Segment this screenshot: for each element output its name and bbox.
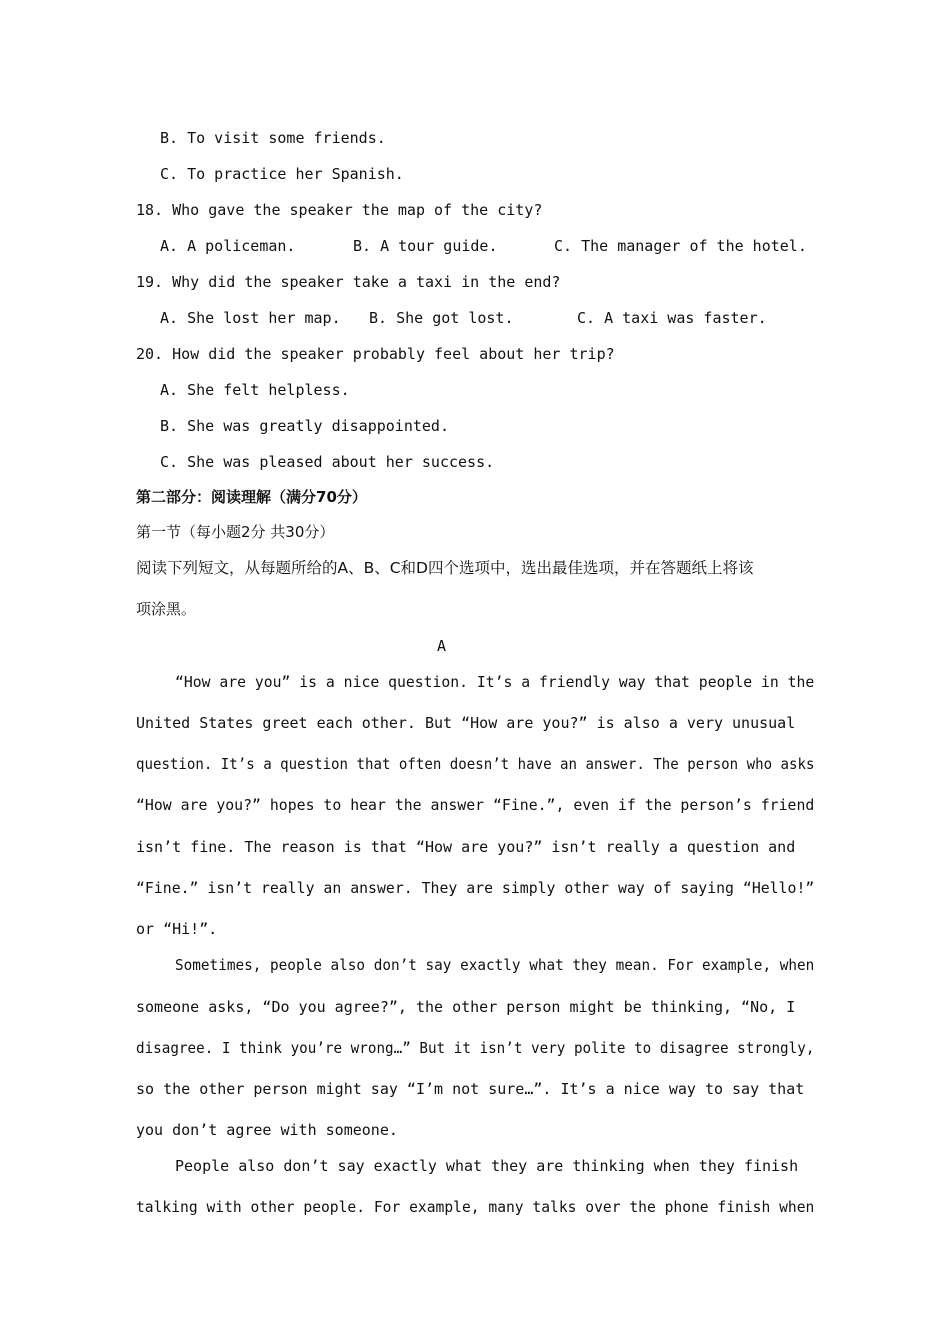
q18-option-b: B. A tour guide. — [353, 237, 498, 255]
q18-option-c: C. The manager of the hotel. — [554, 237, 807, 255]
p1-line-6: “Fine.” isn’t really an answer. They are simply other way of saying “Hello!” — [136, 879, 815, 897]
q20-option-b: B. She was greatly disappointed. — [160, 417, 449, 435]
question-18: 18. Who gave the speaker the map of the city? — [136, 201, 543, 219]
passage-label: A — [437, 637, 447, 655]
q20-option-c: C. She was pleased about her success. — [160, 453, 495, 471]
p2-line-5: you don’t agree with someone. — [136, 1121, 398, 1139]
question-19: 19. Why did the speaker take a taxi in the end? — [136, 273, 561, 291]
q19-option-b: B. She got lost. — [369, 309, 514, 327]
q18-option-a: A. A policeman. — [160, 237, 296, 255]
option-c-prev: C. To practice her Spanish. — [160, 165, 404, 183]
question-20: 20. How did the speaker probably feel about her trip? — [136, 345, 615, 363]
instruction-line-2: 项涂黑。 — [136, 600, 197, 618]
p2-line-2: someone asks, “Do you agree?”, the other person might be thinking, “No, I — [136, 998, 796, 1016]
q20-option-a: A. She felt helpless. — [160, 381, 350, 399]
p1-line-3: question. It’s a question that often doesn’t have an answer. The person who asks — [136, 755, 815, 773]
part-title: 第二部分：阅读理解（满分70分） — [136, 488, 367, 506]
p1-line-4: “How are you?” hopes to hear the answer “Fine.”, even if the person’s friend — [136, 796, 815, 814]
p3-line-1: People also don’t say exactly what they are thinking when they finish — [175, 1157, 799, 1175]
p3-line-2: talking with other people. For example, many talks over the phone finish when — [136, 1198, 815, 1216]
instruction-line-1: 阅读下列短文，从每题所给的A、B、C和D四个选项中，选出最佳选项，并在答题纸上将该 — [136, 559, 754, 577]
q19-option-c: C. A taxi was faster. — [577, 309, 767, 327]
p2-line-4: so the other person might say “I’m not sure…”. It’s a nice way to say that — [136, 1080, 805, 1098]
p1-line-5: isn’t fine. The reason is that “How are you?” isn’t really a question and — [136, 838, 796, 856]
p1-line-2: United States greet each other. But “How are you?” is also a very unusual — [136, 714, 796, 732]
subsection-title: 第一节（每小题2分 共30分） — [136, 523, 335, 541]
p1-line-1: “How are you” is a nice question. It’s a friendly way that people in the — [175, 673, 815, 691]
q19-option-a: A. She lost her map. — [160, 309, 341, 327]
p1-line-7: or “Hi!”. — [136, 920, 218, 938]
p2-line-3: disagree. I think you’re wrong…” But it isn’t very polite to disagree strongly, — [136, 1039, 815, 1057]
p2-line-1: Sometimes, people also don’t say exactly what they mean. For example, when — [175, 956, 815, 974]
option-b-prev: B. To visit some friends. — [160, 129, 386, 147]
